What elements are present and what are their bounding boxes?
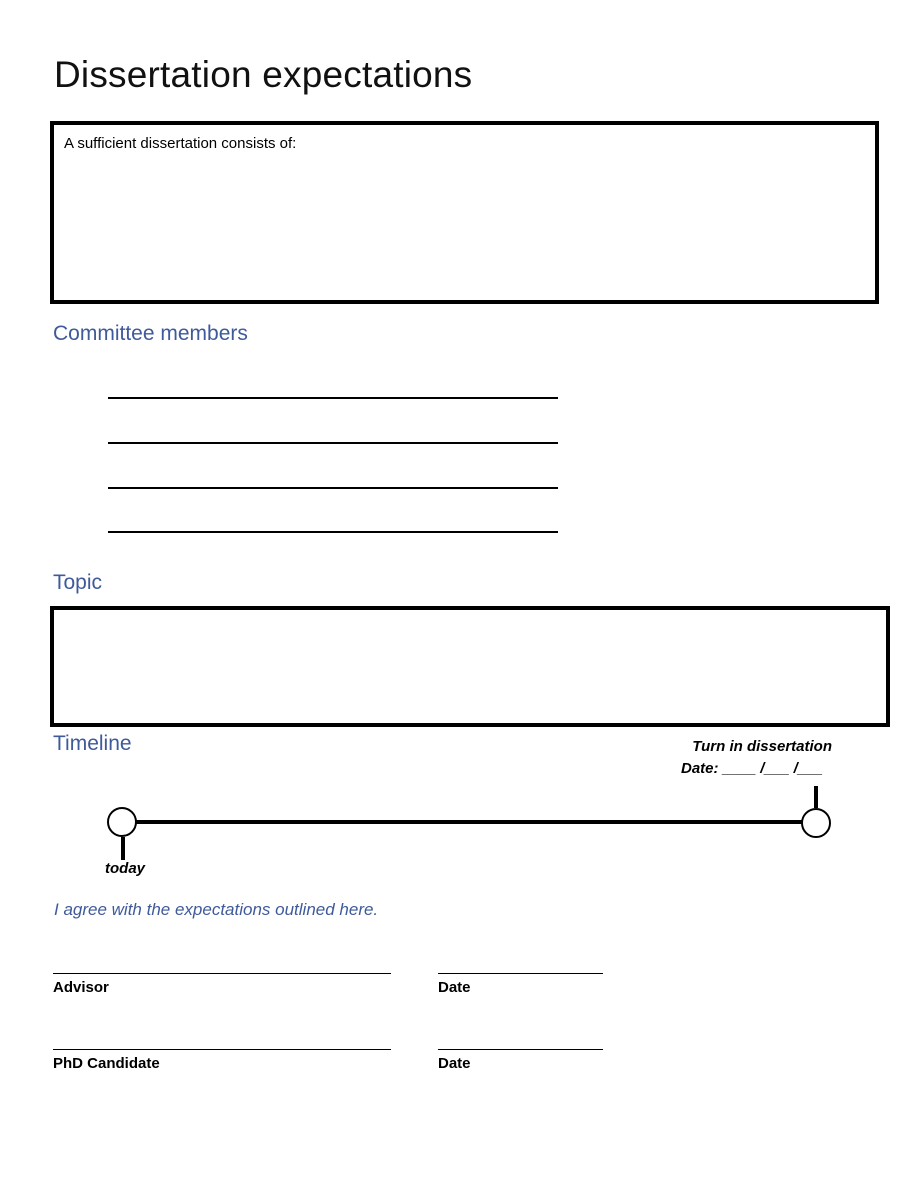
topic-heading: Topic — [53, 571, 103, 594]
timeline-end-circle — [801, 808, 831, 838]
candidate-label: PhD Candidate — [53, 1055, 160, 1072]
candidate-signature-line[interactable] — [53, 1049, 391, 1050]
agreement-statement: I agree with the expectations outlined here. — [54, 900, 379, 919]
committee-member-line-1[interactable] — [108, 397, 558, 399]
advisor-label: Advisor — [53, 979, 109, 996]
committee-member-line-2[interactable] — [108, 442, 558, 444]
committee-member-line-4[interactable] — [108, 531, 558, 533]
sufficient-dissertation-label: A sufficient dissertation consists of: — [64, 135, 297, 152]
today-label: today — [105, 860, 146, 877]
advisor-signature-line[interactable] — [53, 973, 391, 974]
candidate-date-line[interactable] — [438, 1049, 603, 1050]
candidate-date-label: Date — [438, 1055, 471, 1072]
timeline-bar — [123, 820, 816, 824]
sufficient-dissertation-box[interactable] — [50, 121, 879, 304]
turn-in-dissertation-block — [670, 736, 840, 780]
advisor-date-line[interactable] — [438, 973, 603, 974]
committee-members-heading: Committee members — [53, 322, 248, 345]
timeline-start-tick — [121, 837, 125, 860]
page-title: Dissertation expectations — [54, 54, 473, 95]
timeline-heading: Timeline — [53, 732, 132, 755]
topic-box[interactable] — [50, 606, 890, 727]
turn-in-date-field[interactable]: Date: ____ /___ /___ — [681, 760, 823, 777]
committee-member-line-3[interactable] — [108, 487, 558, 489]
timeline-start-circle — [107, 807, 137, 837]
timeline-end-tick — [814, 786, 818, 808]
advisor-date-label: Date — [438, 979, 471, 996]
turn-in-dissertation-label: Turn in dissertation — [692, 738, 832, 755]
